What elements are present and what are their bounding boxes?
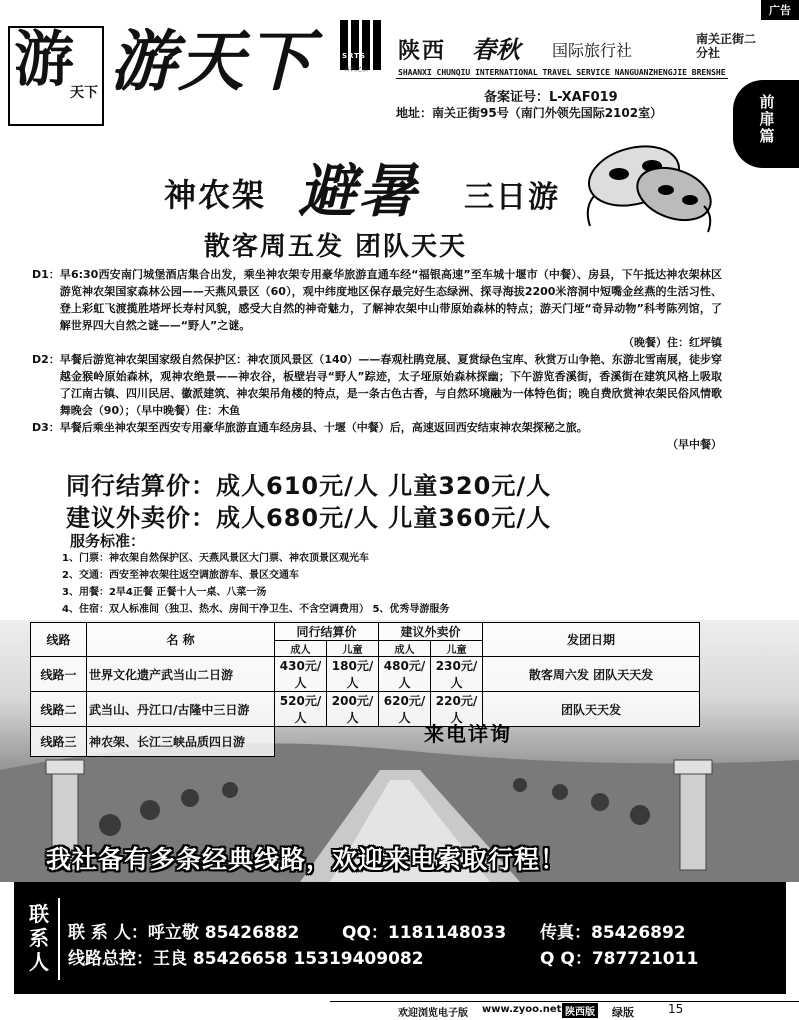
table-row [31, 657, 700, 692]
header-route: 线路 [31, 623, 87, 657]
route-table [30, 622, 700, 757]
title-highlight: 避暑 [298, 157, 419, 225]
day-text: 早餐后游览神农架国家级自然保护区：神农顶风景区（140）——春观杜鹃竞展、夏赏绿色宝库、秋赏万山争艳、东游北雪南展，徒步穿越金猴岭原始森林，观神农绝景——神农谷，板壁岩寻“野人”踪迹，太子垭原始森林探幽；下午游览香溪街，香溪街在建筑风格上吸取了江南古镇、四川民居、徽派建筑、神农架吊角楼的特点，是一条古色古香，与自然环境融为一体特色街；晚自费欣赏神农架民俗风情歌舞晚会（90）；（早中晚餐）住：木鱼 [59, 353, 722, 417]
itinerary-day-3 [32, 419, 722, 436]
title-right: 三日游 [464, 180, 560, 215]
contact-divider [58, 898, 60, 980]
brand-title: 游天下 [110, 22, 314, 100]
cell-name: 世界文化遗产武当山二日游 [87, 657, 275, 692]
agency-type: 国际旅行社 [552, 41, 633, 60]
itinerary-day-2 [32, 351, 722, 419]
license-number: 备案证号：L-XAF019 [484, 90, 618, 105]
srts-logo-icon [340, 20, 384, 70]
branch-name: 南关正街二分社 [696, 32, 757, 60]
address: 地址：南关正街95号（南门外领先国际2102室） [396, 106, 663, 120]
logo-small: 天下 [70, 85, 98, 101]
agency-calligraphy: 春秋 [472, 35, 520, 64]
day-text: 早6:30西安南门城堡酒店集合出发，乘坐神农架专用豪华旅游直通车经“福银高速”至车城十堰市（中餐）、房县，下午抵达神农架林区游览神农架国家森林公园——天燕风景区（60），观中纬度地区保存最完好生态绿洲、探寻海拔2200米溶洞中短嘴金丝燕的生活习性、登上彩虹飞渡揽胜塔坪长寿村风貌，感受大自然的神奇魅力，了解神农架中山带原始森林的特点；游天门垭“奇异动物”科考陈列馆，了解世界四大自然之谜——“野人”之谜。 [59, 268, 722, 332]
day-label: D1： [32, 268, 60, 281]
footer-text: 欢迎浏览电子版 [398, 1008, 468, 1019]
cell-route: 线路三 [31, 727, 87, 757]
opera-mask-icon [574, 136, 724, 236]
cell-date: 团队天天发 [483, 692, 700, 727]
srts-logo-text: SRTS [342, 52, 366, 60]
cell-name: 神农架、长江三峡品质四日游 [87, 727, 275, 757]
cell-retail-child: 230元/人 [431, 657, 483, 692]
title-left: 神农架 [164, 176, 267, 214]
day-meal: （晚餐）住：红坪镇 [623, 336, 722, 349]
page-number: 15 [668, 1002, 684, 1016]
itinerary [32, 266, 722, 453]
contact-label: 联系人 [29, 902, 49, 974]
header-adult: 成人 [275, 641, 327, 657]
agency-name: 陕西 [398, 39, 447, 64]
peer-price: 同行结算价：成人610元/人 儿童320元/人 [66, 472, 552, 500]
header-peer-price: 同行结算价 [275, 623, 379, 641]
ad-tag: 广告 [761, 0, 799, 20]
service-item: 3、用餐：2早4正餐 正餐十人一桌、八菜一汤 [62, 587, 267, 598]
itinerary-day-1 [32, 266, 722, 334]
header-child: 儿童 [327, 641, 379, 657]
cell-retail-adult: 480元/人 [379, 657, 431, 692]
contact-person: 联 系 人：呼立敬 85426882 [68, 923, 300, 943]
cell-route: 线路二 [31, 692, 87, 727]
day-text: 早餐后乘坐神农架至西安专用豪华旅游直通车经房县、十堰（中餐）后，高速返回西安结束神农架探秘之旅。 [59, 421, 588, 434]
cell-name: 武当山、丹江口/古隆中三日游 [87, 692, 275, 727]
cell-peer-child: 180元/人 [327, 657, 379, 692]
consult-label: 来电详询 [424, 722, 512, 746]
cell-date: 散客周六发 团队天天发 [483, 657, 700, 692]
logo-big: 游 [14, 25, 74, 95]
cell-peer-adult: 520元/人 [275, 692, 327, 727]
header-child: 儿童 [431, 641, 483, 657]
cell-retail-adult: 620元/人 [379, 692, 431, 727]
table-header-row [31, 623, 700, 641]
header-retail-price: 建议外卖价 [379, 623, 483, 641]
footer-rule [330, 1001, 799, 1002]
service-item: 4、住宿：双人标准间（独卫、热水、房间干净卫生、不含空调费用） 5、优秀导游服务 [62, 604, 450, 615]
table-row [31, 692, 700, 727]
header-name: 名 称 [87, 623, 275, 657]
contact-qq: QQ：1181148033 [342, 923, 507, 943]
footer-edition-badge: 陕西版 [562, 1003, 598, 1018]
retail-price: 建议外卖价：成人680元/人 儿童360元/人 [66, 504, 552, 532]
day-label: D3： [32, 421, 60, 434]
service-item: 2、交通：西安至神农架往返空调旅游车、景区交通车 [62, 570, 299, 581]
service-item: 1、门票：神农架自然保护区、天燕风景区大门票、神农顶景区观光车 [62, 553, 369, 564]
slogan: 我社备有多条经典线路，欢迎来电索取行程！ [46, 845, 567, 874]
day-meal: （早中餐） [667, 438, 722, 451]
table-row [31, 727, 700, 757]
header-rule [396, 78, 728, 79]
contact-qq-2: Q Q：787721011 [540, 949, 699, 969]
subtitle: 散客周五发 团队天天 [204, 232, 468, 262]
footer-url: www.zyoo.net [482, 1004, 562, 1015]
section-tab-label: 前扉篇 [759, 93, 775, 145]
service-list [62, 550, 449, 618]
srts-logo-subtext: 春秋之旅 [344, 66, 369, 73]
cell-retail-child: 220元/人 [431, 692, 483, 727]
header-adult: 成人 [379, 641, 431, 657]
cell-route: 线路一 [31, 657, 87, 692]
header-date: 发团日期 [483, 623, 700, 657]
footer-edition: 绿版 [612, 1006, 634, 1019]
agency-english-name: SHAANXI CHUNQIU INTERNATIONAL TRAVEL SERVICE NANGUANZHENGJIE BRENSHE [398, 68, 726, 77]
cell-peer-child: 200元/人 [327, 692, 379, 727]
cell-peer-adult: 430元/人 [275, 657, 327, 692]
contact-route-control: 线路总控：王良 85426658 15319409082 [68, 949, 424, 969]
contact-fax: 传真：85426892 [540, 923, 686, 943]
day-label: D2： [32, 353, 60, 366]
service-title: 服务标准： [70, 532, 146, 550]
